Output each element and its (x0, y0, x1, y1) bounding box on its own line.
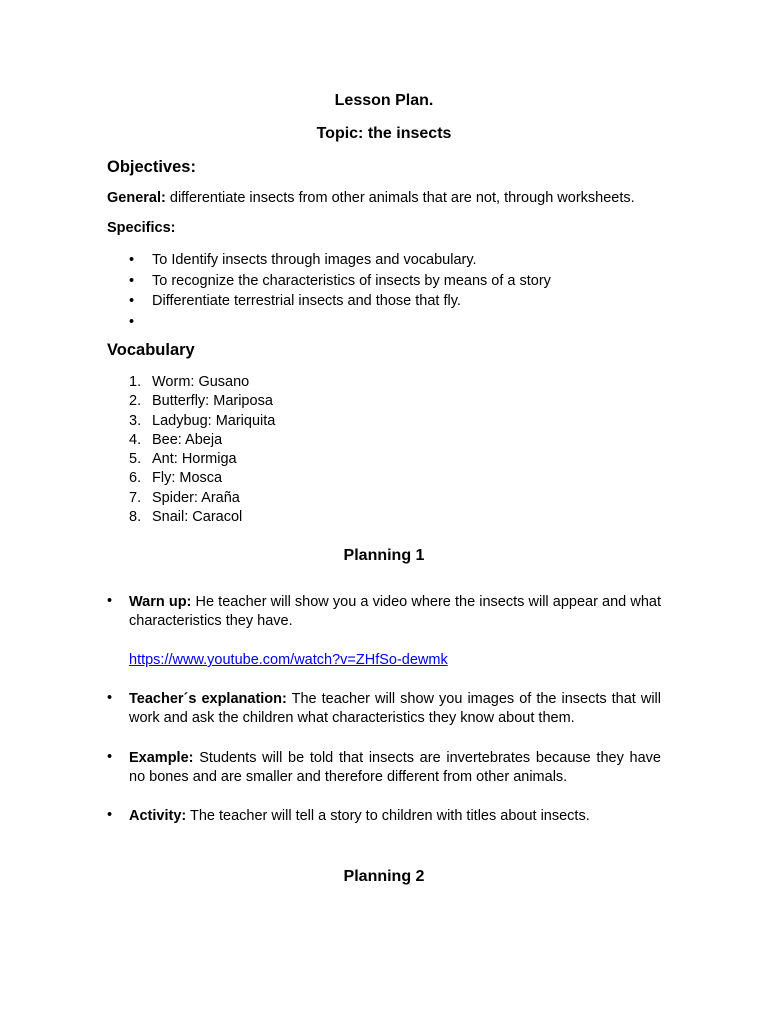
vocab-text: Snail: Caracol (152, 509, 243, 526)
item-number: 2. (129, 393, 142, 410)
list-item (0, 412, 275, 431)
activity-text: The teacher will tell a story to children with titles about insects. (190, 808, 590, 824)
bullet-icon: • (107, 807, 113, 823)
list-item (0, 250, 551, 271)
activity-item (107, 807, 661, 826)
item-number: 4. (129, 431, 142, 448)
bullet-icon: • (129, 293, 135, 309)
explanation-body (129, 690, 661, 728)
vocabulary-list (0, 373, 275, 527)
list-item (0, 392, 275, 411)
explanation-item (107, 690, 661, 728)
specifics-list (0, 250, 551, 332)
bullet-icon: • (107, 749, 113, 765)
item-number: 1. (129, 374, 142, 390)
example-label: Example: (129, 750, 194, 766)
explanation-text: The teacher will show you images of the insects that will work and ask the children what characteristics they know about them. (129, 691, 661, 726)
video-link[interactable]: https://www.youtube.com/watch?v=ZHfSo-dewmk (129, 652, 448, 668)
list-item (0, 450, 275, 469)
specific-text: To Identify insects through images and vocabulary. (152, 252, 477, 268)
vocab-text: Ladybug: Mariquita (152, 412, 276, 429)
specific-text: Differentiate terrestrial insects and those that fly. (152, 293, 461, 309)
vocab-text: Spider: Araña (152, 489, 240, 506)
vocabulary-heading: Vocabulary (107, 341, 195, 359)
list-item (0, 312, 551, 333)
list-item (0, 431, 275, 450)
warmup-item (107, 593, 661, 631)
list-item (0, 469, 275, 488)
item-number: 8. (129, 509, 142, 526)
activity-label: Activity: (129, 808, 187, 824)
item-number: 7. (129, 489, 142, 506)
explanation-label: Teacher´s explanation: (129, 691, 287, 707)
bullet-icon: • (107, 593, 113, 609)
general-label: General: (107, 190, 166, 206)
list-item (0, 373, 275, 392)
bullet-icon: • (129, 272, 135, 289)
vocab-text: Butterfly: Mariposa (152, 393, 273, 410)
example-text: Students will be told that insects are invertebrates because they have no bones and are smaller and therefore different from other animals. (129, 750, 661, 785)
list-item (0, 508, 275, 527)
specifics-label: Specifics: (107, 220, 176, 236)
specific-text: To recognize the characteristics of insects by means of a story (152, 272, 551, 289)
item-number: 6. (129, 470, 142, 487)
objectives-heading: Objectives: (107, 158, 196, 176)
general-objective (107, 190, 635, 206)
vocab-text: Fly: Mosca (152, 470, 223, 487)
lesson-title: Lesson Plan. (334, 92, 434, 109)
list-item (0, 291, 551, 312)
topic-title: Topic: the insects (316, 125, 452, 142)
list-item (0, 271, 551, 292)
planning-2-heading: Planning 2 (343, 868, 425, 885)
general-text: differentiate insects from other animals that are not, through worksheets. (169, 190, 635, 206)
list-item (0, 489, 275, 508)
vocab-text: Worm: Gusano (152, 374, 250, 390)
warmup-body (129, 593, 661, 631)
bullet-icon: • (129, 252, 135, 268)
warmup-label: Warn up: (129, 594, 192, 610)
bullet-icon: • (129, 313, 135, 330)
example-body (129, 749, 661, 787)
item-number: 5. (129, 451, 142, 468)
example-item (107, 749, 661, 787)
video-link-item (107, 651, 661, 670)
video-link-body (129, 651, 661, 670)
item-number: 3. (129, 412, 142, 429)
bullet-icon: • (107, 690, 113, 706)
planning-1-heading: Planning 1 (343, 547, 425, 564)
activity-body (129, 807, 661, 826)
warmup-text: He teacher will show you a video where the insects will appear and what characteristics they have. (129, 594, 661, 629)
vocab-text: Ant: Hormiga (152, 451, 237, 468)
vocab-text: Bee: Abeja (152, 431, 223, 448)
